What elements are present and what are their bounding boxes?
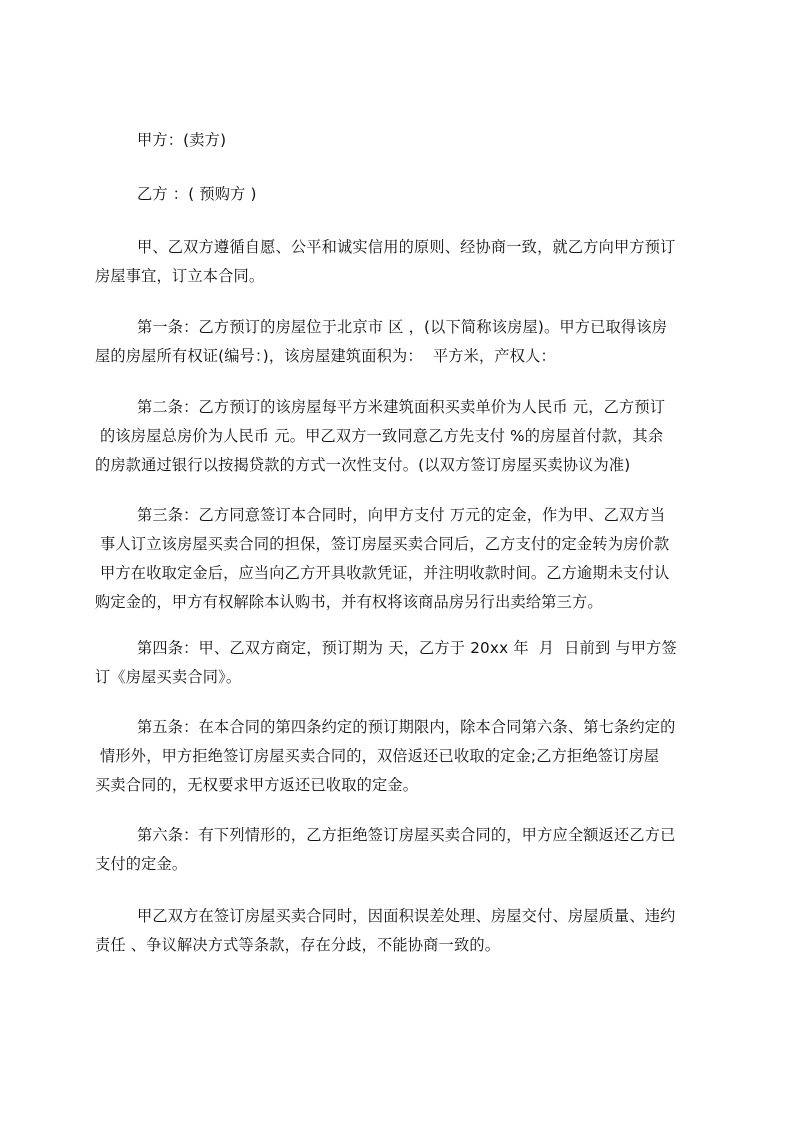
article-6-line-1: 第六条：有下列情形的，乙方拒绝签订房屋买卖合同的，甲方应全额返还乙方已	[137, 826, 676, 844]
party-b	[95, 180, 705, 209]
intro-line-2: 房屋事宜，订立本合同。	[95, 267, 265, 285]
article-3	[95, 501, 705, 617]
dispute-clause	[95, 902, 705, 960]
dispute-clause-line-1: 甲乙双方在签订房屋买卖合同时，因面积误差处理、房屋交付、房屋质量、违约	[137, 907, 676, 925]
article-2	[95, 393, 705, 480]
intro-line-1: 甲、乙双方遵循自愿、公平和诚实信用的原则、经协商一致，就乙方向甲方预订	[137, 238, 676, 256]
article-2-line-1: 第二条：乙方预订的该房屋每平方米建筑面积买卖单价为人民币 元，乙方预订	[137, 398, 666, 416]
article-6	[95, 821, 705, 879]
party-a	[95, 126, 705, 155]
article-5-line-1: 第五条：在本合同的第四条约定的预订期限内，除本合同第六条、第七条约定的	[137, 718, 676, 736]
article-5-line-3: 买卖合同的，无权要求甲方返还已收取的定金。	[95, 776, 419, 794]
article-3-line-2: 事人订立该房屋买卖合同的担保，签订房屋买卖合同后，乙方支付的定金转为房价款	[95, 535, 670, 553]
intro-paragraph	[95, 233, 705, 291]
article-5	[95, 713, 705, 800]
article-3-line-4: 购定金的，甲方有权解除本认购书，并有权将该商品房另行出卖给第三方。	[95, 593, 603, 611]
article-5-line-2: 情形外，甲方拒绝签订房屋买卖合同的，双倍返还已收取的定金;乙方拒绝签订房屋	[95, 747, 660, 765]
article-1-line-2: 屋的房屋所有权证(编号：)，该房屋建筑面积为： 平方米，产权人：	[95, 347, 556, 365]
article-2-line-2: 的该房屋总房价为人民币 元。甲乙双方一致同意乙方先支付 %的房屋首付款，其余	[95, 427, 664, 445]
article-4	[95, 634, 705, 692]
party-b-text: 乙方 ：( 预购方 )	[137, 185, 257, 203]
article-4-line-1: 第四条：甲、乙双方商定，预订期为 天，乙方于 20xx 年 月 日前到 与甲方签	[137, 639, 677, 657]
dispute-clause-line-2: 责任 、争议解决方式等条款，存在分歧，不能协商一致的。	[95, 936, 501, 954]
article-1	[95, 313, 705, 371]
article-6-line-2: 支付的定金。	[95, 855, 188, 873]
article-3-line-3: 甲方在收取定金后，应当向乙方开具收款凭证，并注明收款时间。乙方逾期未支付认	[95, 564, 670, 582]
article-4-line-2: 订《房屋买卖合同》。	[95, 668, 242, 686]
party-a-text: 甲方：(卖方)	[137, 131, 227, 149]
article-2-line-3: 的房款通过银行以按揭贷款的方式一次性支付。(以双方签订房屋买卖协议为准)	[95, 456, 631, 474]
article-1-line-1: 第一条：乙方预订的房屋位于北京市 区 ，(以下简称该房屋)。甲方已取得该房	[137, 318, 668, 336]
article-3-line-1: 第三条：乙方同意签订本合同时，向甲方支付 万元的定金，作为甲、乙双方当	[137, 506, 666, 524]
